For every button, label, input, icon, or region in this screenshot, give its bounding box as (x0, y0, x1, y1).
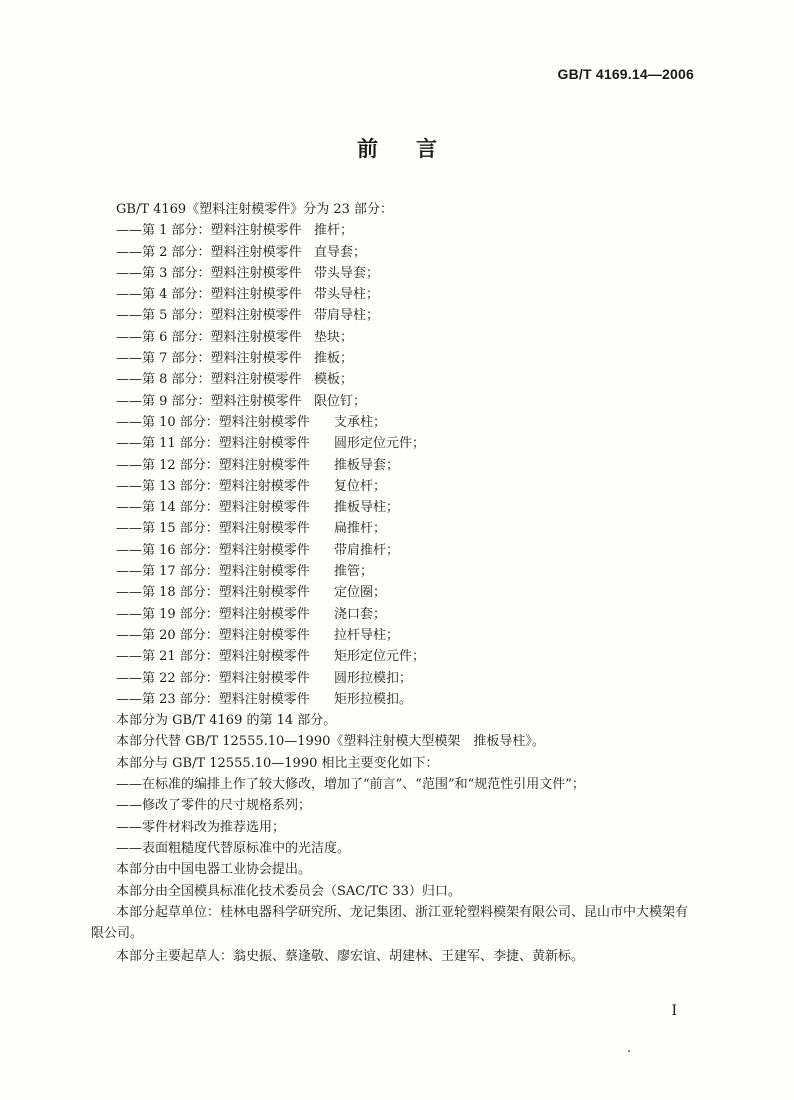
jurisdiction-statement: 本部分由全国模具标准化技术委员会（SAC/TC 33）归口。 (116, 883, 461, 899)
list-item (0, 625, 794, 646)
part-name: 直导套； (314, 244, 367, 260)
part-name: 支承柱； (334, 414, 387, 430)
part-name: 带肩推杆； (334, 542, 400, 558)
part-number: ——第 2 部分：塑料注射模零件 (116, 244, 302, 260)
replaces-statement: 本部分代替 GB/T 12555.10—1990《塑料注射模大型模架 推板导柱》。 (116, 734, 545, 750)
part-number: ——第 8 部分：塑料注射模零件 (116, 372, 302, 388)
changes-intro: 本部分与 GB/T 12555.10—1990 相比主要变化如下： (116, 755, 439, 771)
part-name: 扁推杆； (334, 521, 387, 537)
list-item (0, 327, 794, 348)
part-number: ——第 15 部分：塑料注射模零件 (116, 521, 310, 537)
list-item (0, 497, 794, 518)
part-name: 带肩导柱； (314, 308, 380, 324)
part-name: 推管； (334, 564, 374, 580)
drafting-units-line1: 本部分起草单位：桂林电器科学研究所、龙记集团、浙江亚轮塑料模架有限公司、昆山市中大模架有 (116, 904, 689, 920)
part-of-statement: 本部分为 GB/T 4169 的第 14 部分。 (116, 713, 337, 729)
part-number: ——第 10 部分：塑料注射模零件 (116, 414, 310, 430)
list-item (0, 561, 794, 582)
standard-code: GB/T 4169.14—2006 (557, 66, 694, 82)
list-item (0, 242, 794, 263)
part-number: ——第 14 部分：塑料注射模零件 (116, 500, 310, 516)
part-name: 垫块； (314, 329, 354, 345)
list-item (0, 455, 794, 476)
part-name: 限位钉； (314, 393, 367, 409)
scan-speck (628, 1050, 630, 1052)
page-title: 前言 (357, 137, 475, 161)
list-item (0, 263, 794, 284)
part-number: ——第 1 部分：塑料注射模零件 (116, 223, 302, 239)
part-number: ——第 12 部分：塑料注射模零件 (116, 457, 310, 473)
parts-list (0, 220, 794, 710)
part-number: ——第 3 部分：塑料注射模零件 (116, 265, 302, 281)
list-item (0, 305, 794, 326)
part-number: ——第 18 部分：塑料注射模零件 (116, 585, 310, 601)
part-number: ——第 13 部分：塑料注射模零件 (116, 478, 310, 494)
list-item (0, 220, 794, 241)
part-name: 模板； (314, 372, 354, 388)
drafting-units-line2: 限公司。 (91, 926, 144, 942)
list-item (0, 369, 794, 390)
part-number: ——第 22 部分：塑料注射模零件 (116, 670, 310, 686)
part-name: 推板导柱； (334, 500, 400, 516)
part-number: ——第 4 部分：塑料注射模零件 (116, 287, 302, 303)
part-name: 圆形拉模扣； (334, 670, 413, 686)
list-item: ——修改了零件的尺寸规格系列； (116, 798, 312, 814)
list-item (0, 689, 794, 710)
part-name: 带头导柱； (314, 287, 380, 303)
part-number: ——第 20 部分：塑料注射模零件 (116, 627, 310, 643)
list-item (0, 433, 794, 454)
list-item (0, 668, 794, 689)
part-name: 复位杆； (334, 478, 387, 494)
document-body (0, 199, 794, 968)
part-number: ——第 16 部分：塑料注射模零件 (116, 542, 310, 558)
changes-list (0, 774, 794, 859)
part-number: ——第 21 部分：塑料注射模零件 (116, 649, 310, 665)
list-item (0, 604, 794, 625)
page-number: I (671, 1003, 677, 1019)
part-name: 矩形拉模扣。 (334, 691, 413, 707)
part-name: 浇口套； (334, 606, 387, 622)
part-number: ——第 7 部分：塑料注射模零件 (116, 351, 302, 367)
intro-line: GB/T 4169《塑料注射模零件》分为 23 部分： (116, 202, 394, 217)
part-number: ——第 19 部分：塑料注射模零件 (116, 606, 310, 622)
part-name: 圆形定位元件； (334, 436, 426, 452)
list-item (0, 518, 794, 539)
part-number: ——第 23 部分：塑料注射模零件 (116, 691, 310, 707)
list-item (0, 348, 794, 369)
list-item (0, 582, 794, 603)
list-item (0, 646, 794, 667)
part-name: 拉杆导柱； (334, 627, 400, 643)
list-item (0, 391, 794, 412)
part-number: ——第 11 部分：塑料注射模零件 (116, 436, 310, 452)
part-name: 带头导套； (314, 265, 380, 281)
part-name: 矩形定位元件； (334, 649, 426, 665)
part-number: ——第 9 部分：塑料注射模零件 (116, 393, 302, 409)
list-item (0, 540, 794, 561)
list-item: ——表面粗糙度代替原标准中的光洁度。 (116, 840, 351, 856)
list-item (0, 284, 794, 305)
part-name: 推杆； (314, 223, 354, 239)
part-number: ——第 6 部分：塑料注射模零件 (116, 329, 302, 345)
part-name: 定位圈； (334, 585, 387, 601)
list-item (0, 476, 794, 497)
list-item: ——零件材料改为推荐选用； (116, 819, 286, 835)
drafters-statement: 本部分主要起草人：翁史振、蔡逢敬、廖宏谊、胡建林、王建军、李捷、黄新标。 (116, 949, 585, 965)
list-item (0, 412, 794, 433)
part-name: 推板导套； (334, 457, 400, 473)
proposed-by-statement: 本部分由中国电器工业协会提出。 (116, 862, 312, 878)
part-number: ——第 17 部分：塑料注射模零件 (116, 564, 310, 580)
part-name: 推板； (314, 351, 354, 367)
list-item: ——在标准的编排上作了较大修改，增加了“前言”、“范围”和“规范性引用文件”； (116, 777, 585, 793)
part-number: ——第 5 部分：塑料注射模零件 (116, 308, 302, 324)
